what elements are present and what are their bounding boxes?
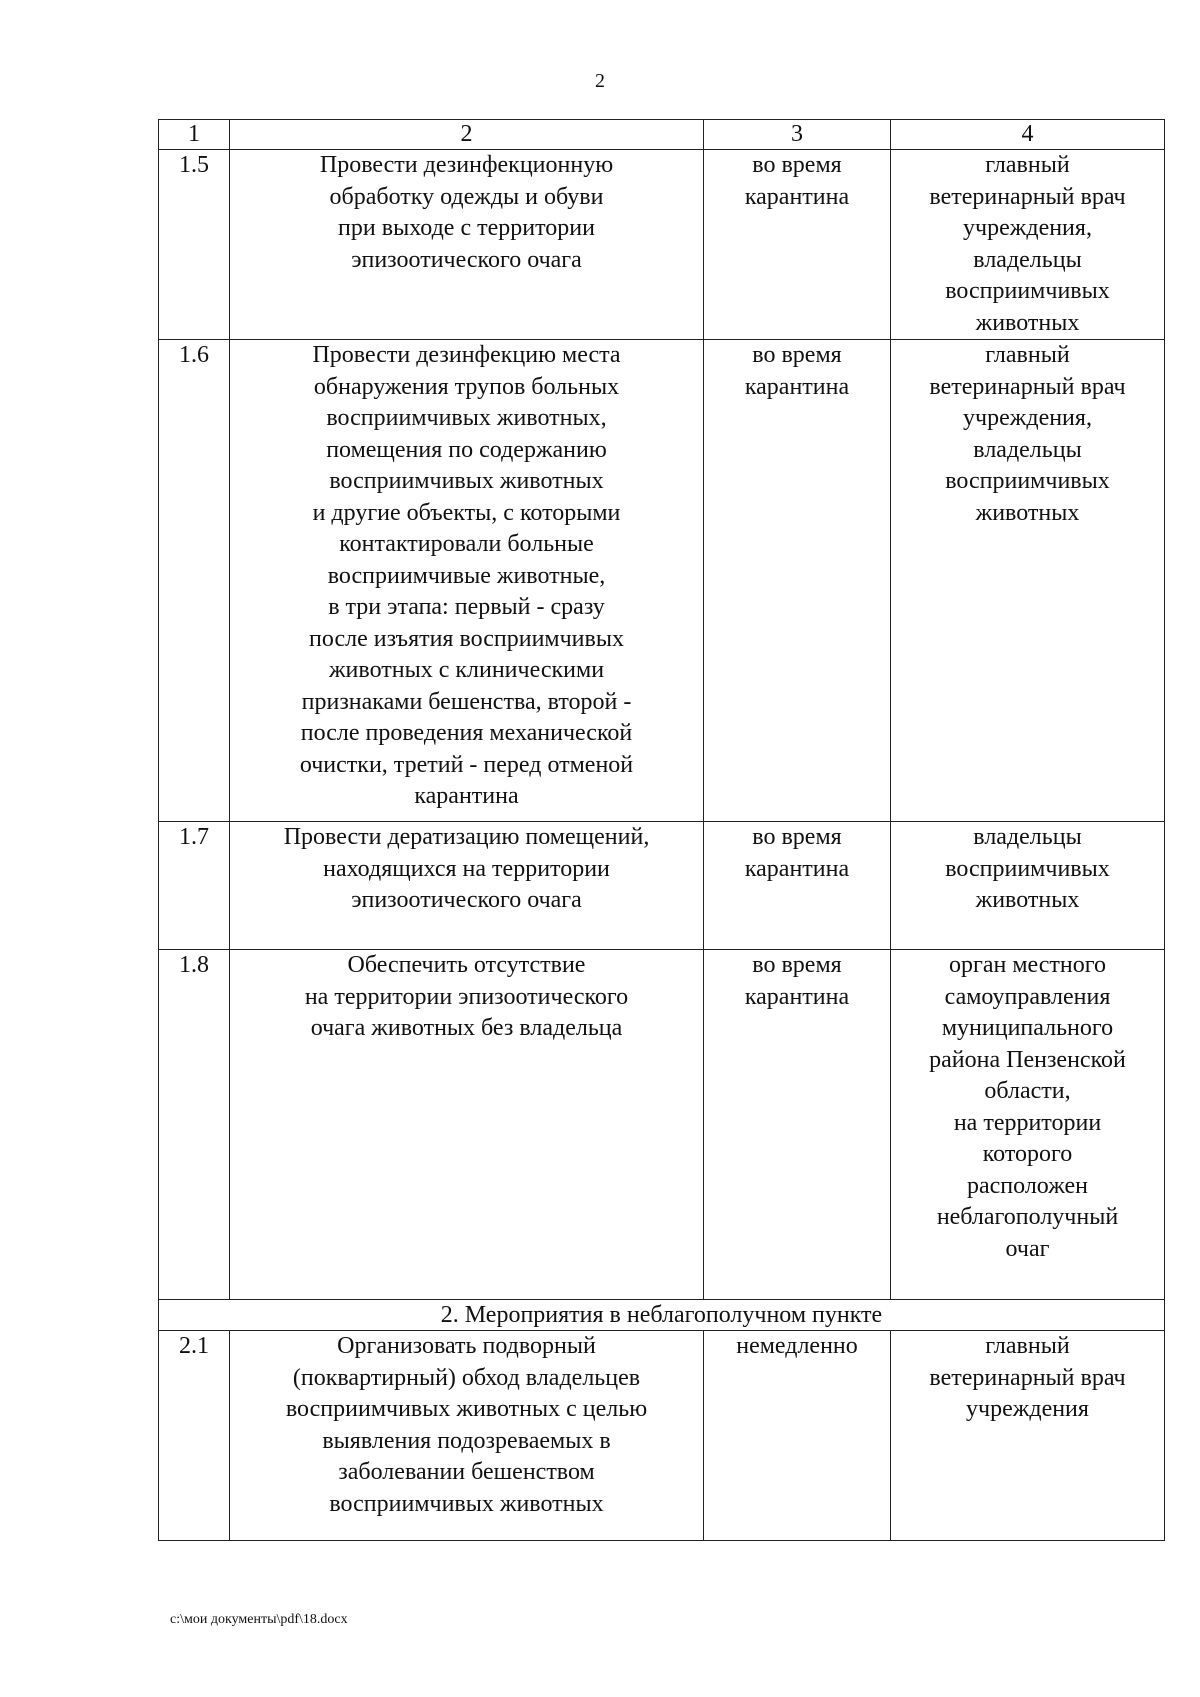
header-cell: 3: [704, 120, 891, 150]
item-responsible: главный ветеринарный врач учреждения, владельцы восприимчивых животных: [891, 150, 1165, 340]
header-cell: 1: [159, 120, 230, 150]
item-action: Провести дезинфекционную обработку одежды и обуви при выходе с территории эпизоотического очага: [230, 150, 704, 340]
item-action: Провести дезинфекцию места обнаружения трупов больных восприимчивых животных, помещения по содержанию восприимчивых животных и другие объекты, с которыми контактировали больные восприимчивые животные, в три этапа: первый - сразу после изъятия восприимчивых животных с клиническими признаками бешенства, второй - после проведения механической очистки, третий - перед отменой карантина: [230, 340, 704, 822]
section-title: 2. Мероприятия в неблагополучном пункте: [159, 1300, 1165, 1331]
item-action: Провести дератизацию помещений, находящихся на территории эпизоотического очага: [230, 822, 704, 950]
item-term: во время карантина: [704, 950, 891, 1300]
item-responsible: орган местного самоуправления муниципального района Пензенской области, на территории которого расположен неблагополучный очаг: [891, 950, 1165, 1300]
item-responsible: главный ветеринарный врач учреждения: [891, 1331, 1165, 1541]
item-term: во время карантина: [704, 340, 891, 822]
table-row: [159, 150, 1165, 340]
section-row: [159, 1300, 1165, 1331]
table-row: [159, 950, 1165, 1300]
header-cell: 2: [230, 120, 704, 150]
item-responsible: владельцы восприимчивых животных: [891, 822, 1165, 950]
table-row: [159, 1331, 1165, 1541]
table-header-row: [159, 120, 1165, 150]
item-number: 1.5: [159, 150, 230, 340]
table-row: [159, 340, 1165, 822]
item-action: Обеспечить отсутствие на территории эпизоотического очага животных без владельца: [230, 950, 704, 1300]
item-responsible: главный ветеринарный врач учреждения, владельцы восприимчивых животных: [891, 340, 1165, 822]
item-term: немедленно: [704, 1331, 891, 1541]
item-term: во время карантина: [704, 822, 891, 950]
table-row: [159, 822, 1165, 950]
item-number: 2.1: [159, 1331, 230, 1541]
page-number: 2: [595, 70, 605, 92]
footer-file-path: c:\мои документы\pdf\18.docx: [170, 1612, 348, 1627]
measures-table: [158, 119, 1165, 1541]
item-action: Организовать подворный (поквартирный) обход владельцев восприимчивых животных с целью выявления подозреваемых в заболевании бешенством восприимчивых животных: [230, 1331, 704, 1541]
item-number: 1.6: [159, 340, 230, 822]
item-number: 1.7: [159, 822, 230, 950]
header-cell: 4: [891, 120, 1165, 150]
item-term: во время карантина: [704, 150, 891, 340]
item-number: 1.8: [159, 950, 230, 1300]
